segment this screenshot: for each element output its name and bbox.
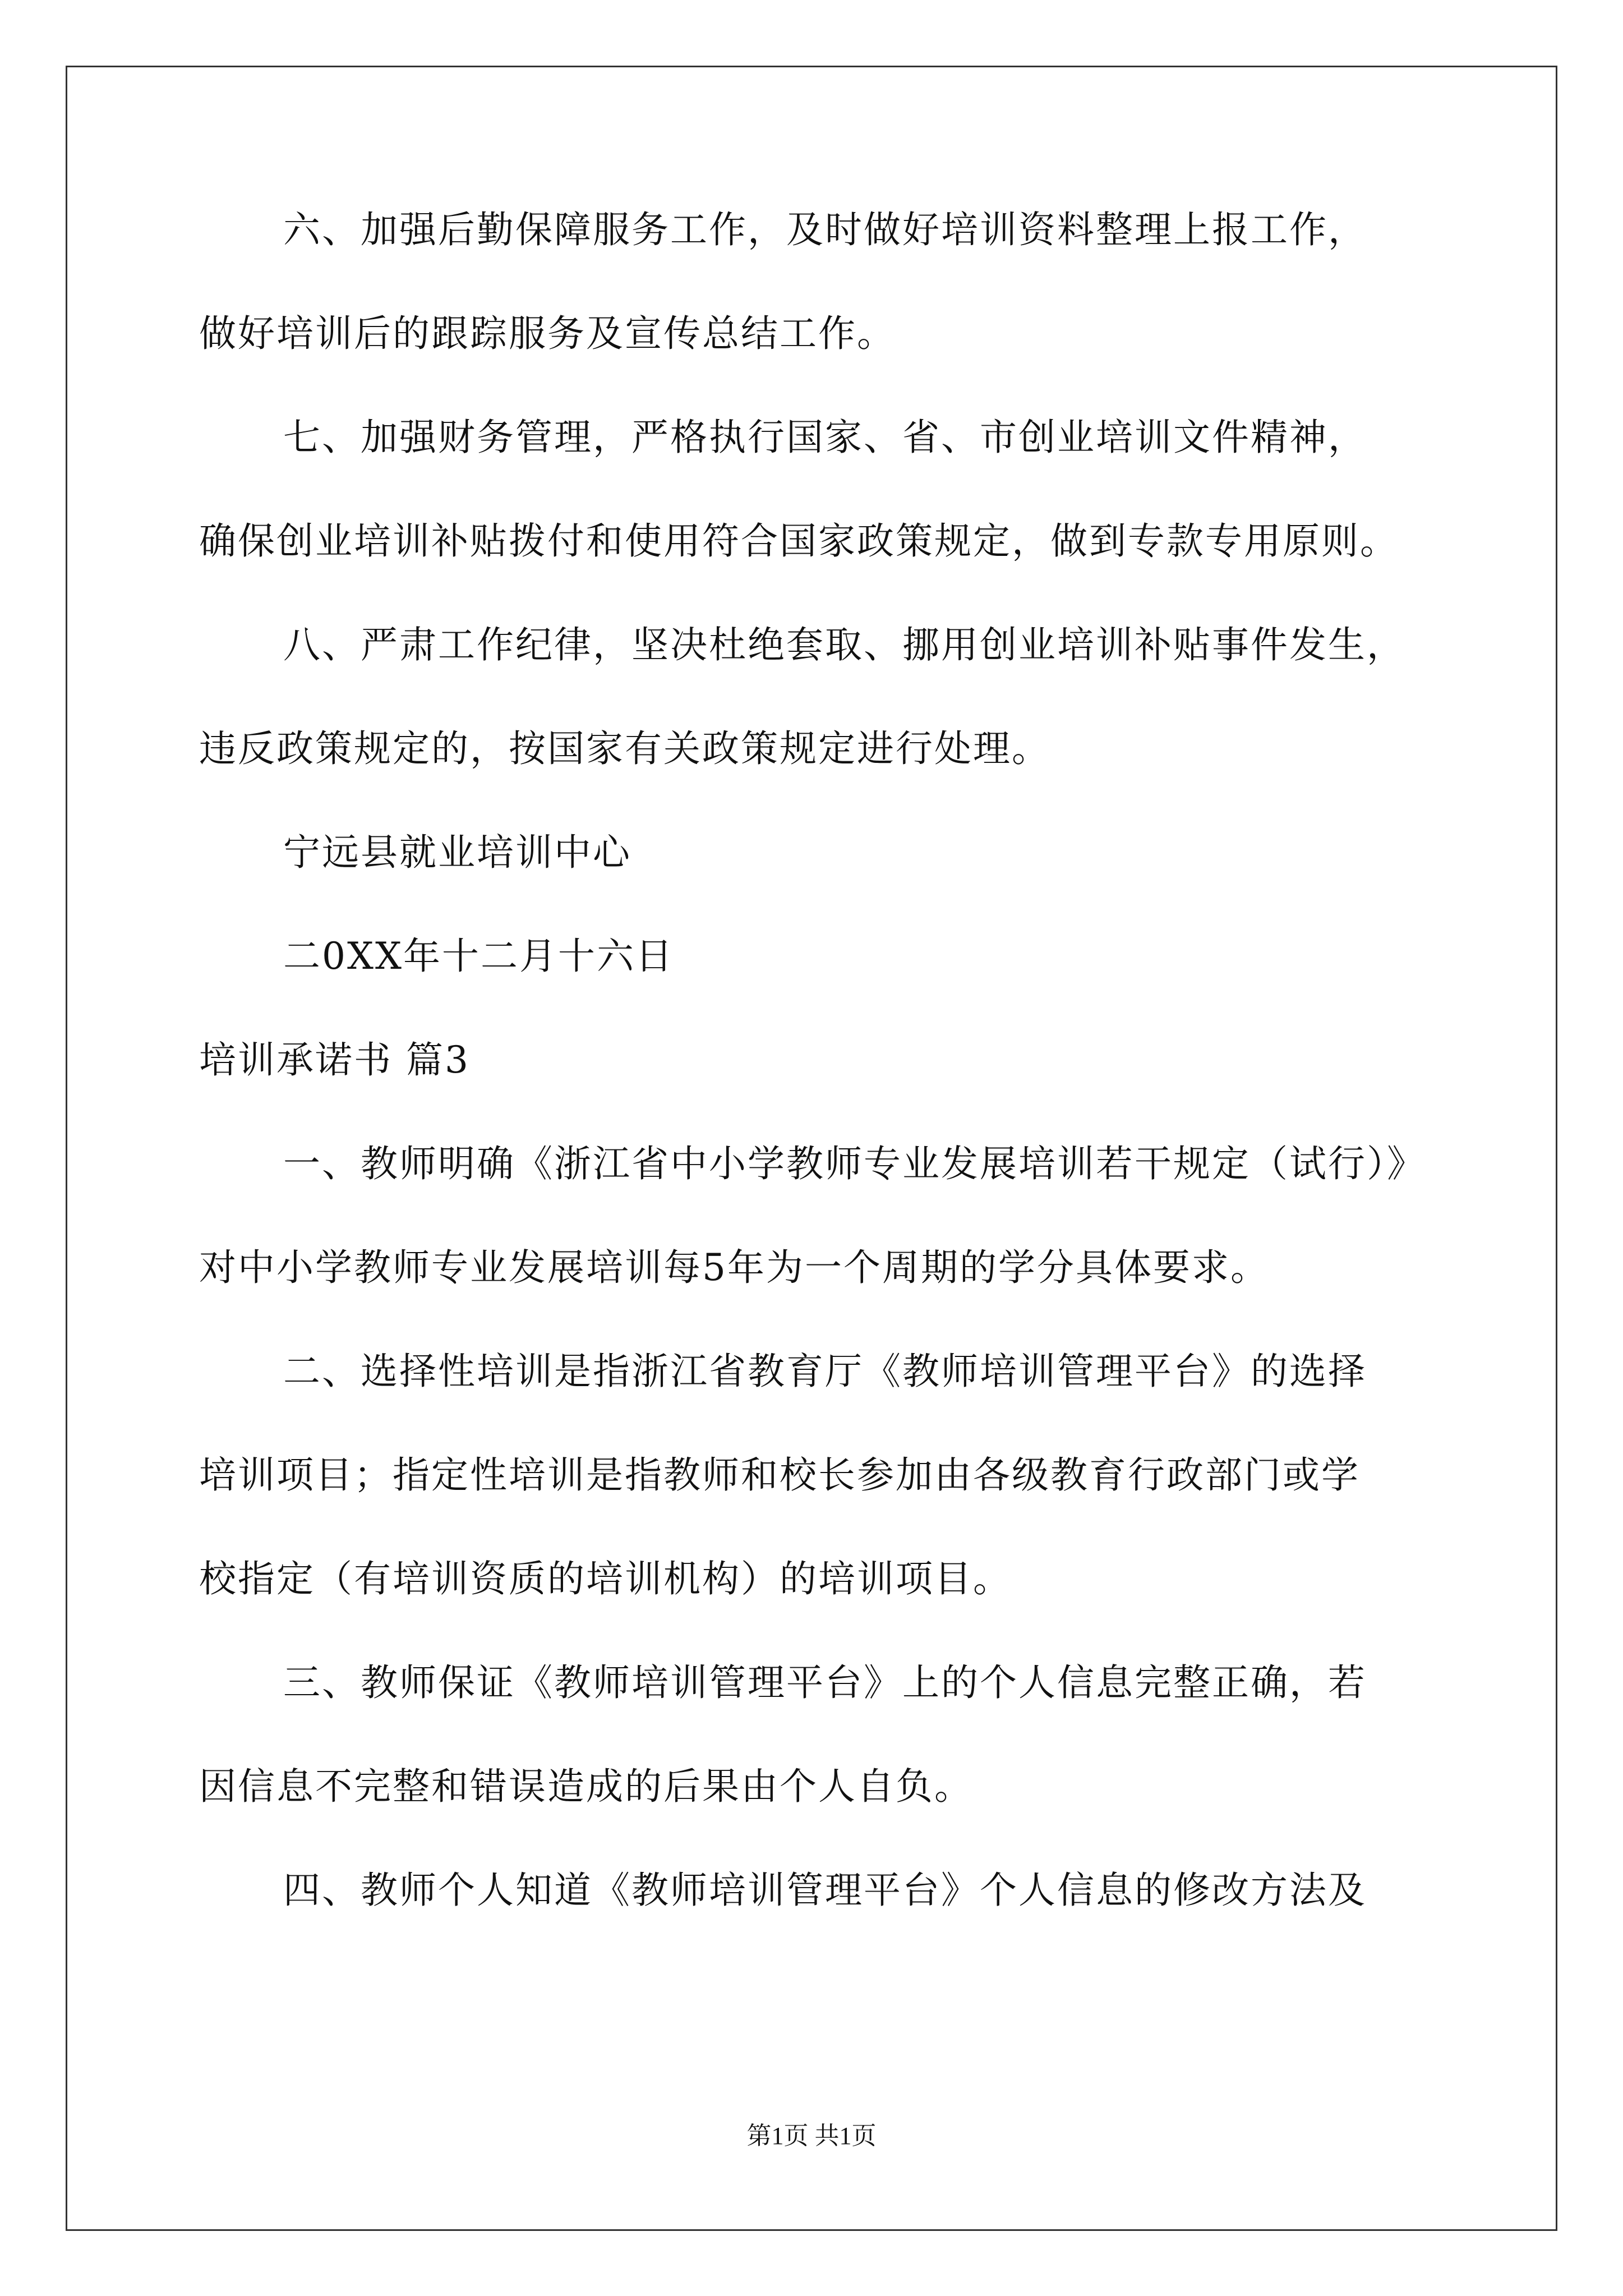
paragraph-line: 四、教师个人知道《教师培训管理平台》个人信息的修改方法及 (283, 1869, 1367, 1912)
paragraph-line: 八、严肃工作纪律，坚决杜绝套取、挪用创业培训补贴事件发生， (283, 623, 1405, 666)
page-footer: 第1页 共1页 (746, 2122, 877, 2150)
paragraph-line: 校指定（有培训资质的培训机构）的培训项目。 (199, 1557, 1012, 1600)
paragraph-line: 确保创业培训补贴拨付和使用符合国家政策规定，做到专款专用原则。 (199, 519, 1399, 563)
paragraph-line: 七、加强财务管理，严格执行国家、省、市创业培训文件精神， (283, 416, 1367, 459)
signature-organization: 宁远县就业培训中心 (283, 831, 631, 874)
paragraph-line: 三、教师保证《教师培训管理平台》上的个人信息完整正确，若 (283, 1661, 1367, 1704)
paragraph-line: 六、加强后勤保障服务工作，及时做好培训资料整理上报工作， (283, 208, 1367, 251)
paragraph-line: 违反政策规定的，按国家有关政策规定进行处理。 (199, 727, 1050, 770)
paragraph-line: 做好培训后的跟踪服务及宣传总结工作。 (199, 312, 896, 355)
paragraph-line: 一、教师明确《浙江省中小学教师专业发展培训若干规定（试行）》 (283, 1142, 1426, 1185)
section-heading: 培训承诺书 篇3 (199, 1038, 470, 1082)
paragraph-line: 培训项目；指定性培训是指教师和校长参加由各级教育行政部门或学 (199, 1453, 1360, 1497)
paragraph-line: 对中小学教师专业发展培训每5年为一个周期的学分具体要求。 (199, 1246, 1269, 1289)
paragraph-line: 因信息不完整和错误造成的后果由个人自负。 (199, 1765, 973, 1808)
paragraph-line: 二、选择性培训是指浙江省教育厅《教师培训管理平台》的选择 (283, 1350, 1367, 1393)
signature-date: 二0XX年十二月十六日 (283, 935, 674, 978)
